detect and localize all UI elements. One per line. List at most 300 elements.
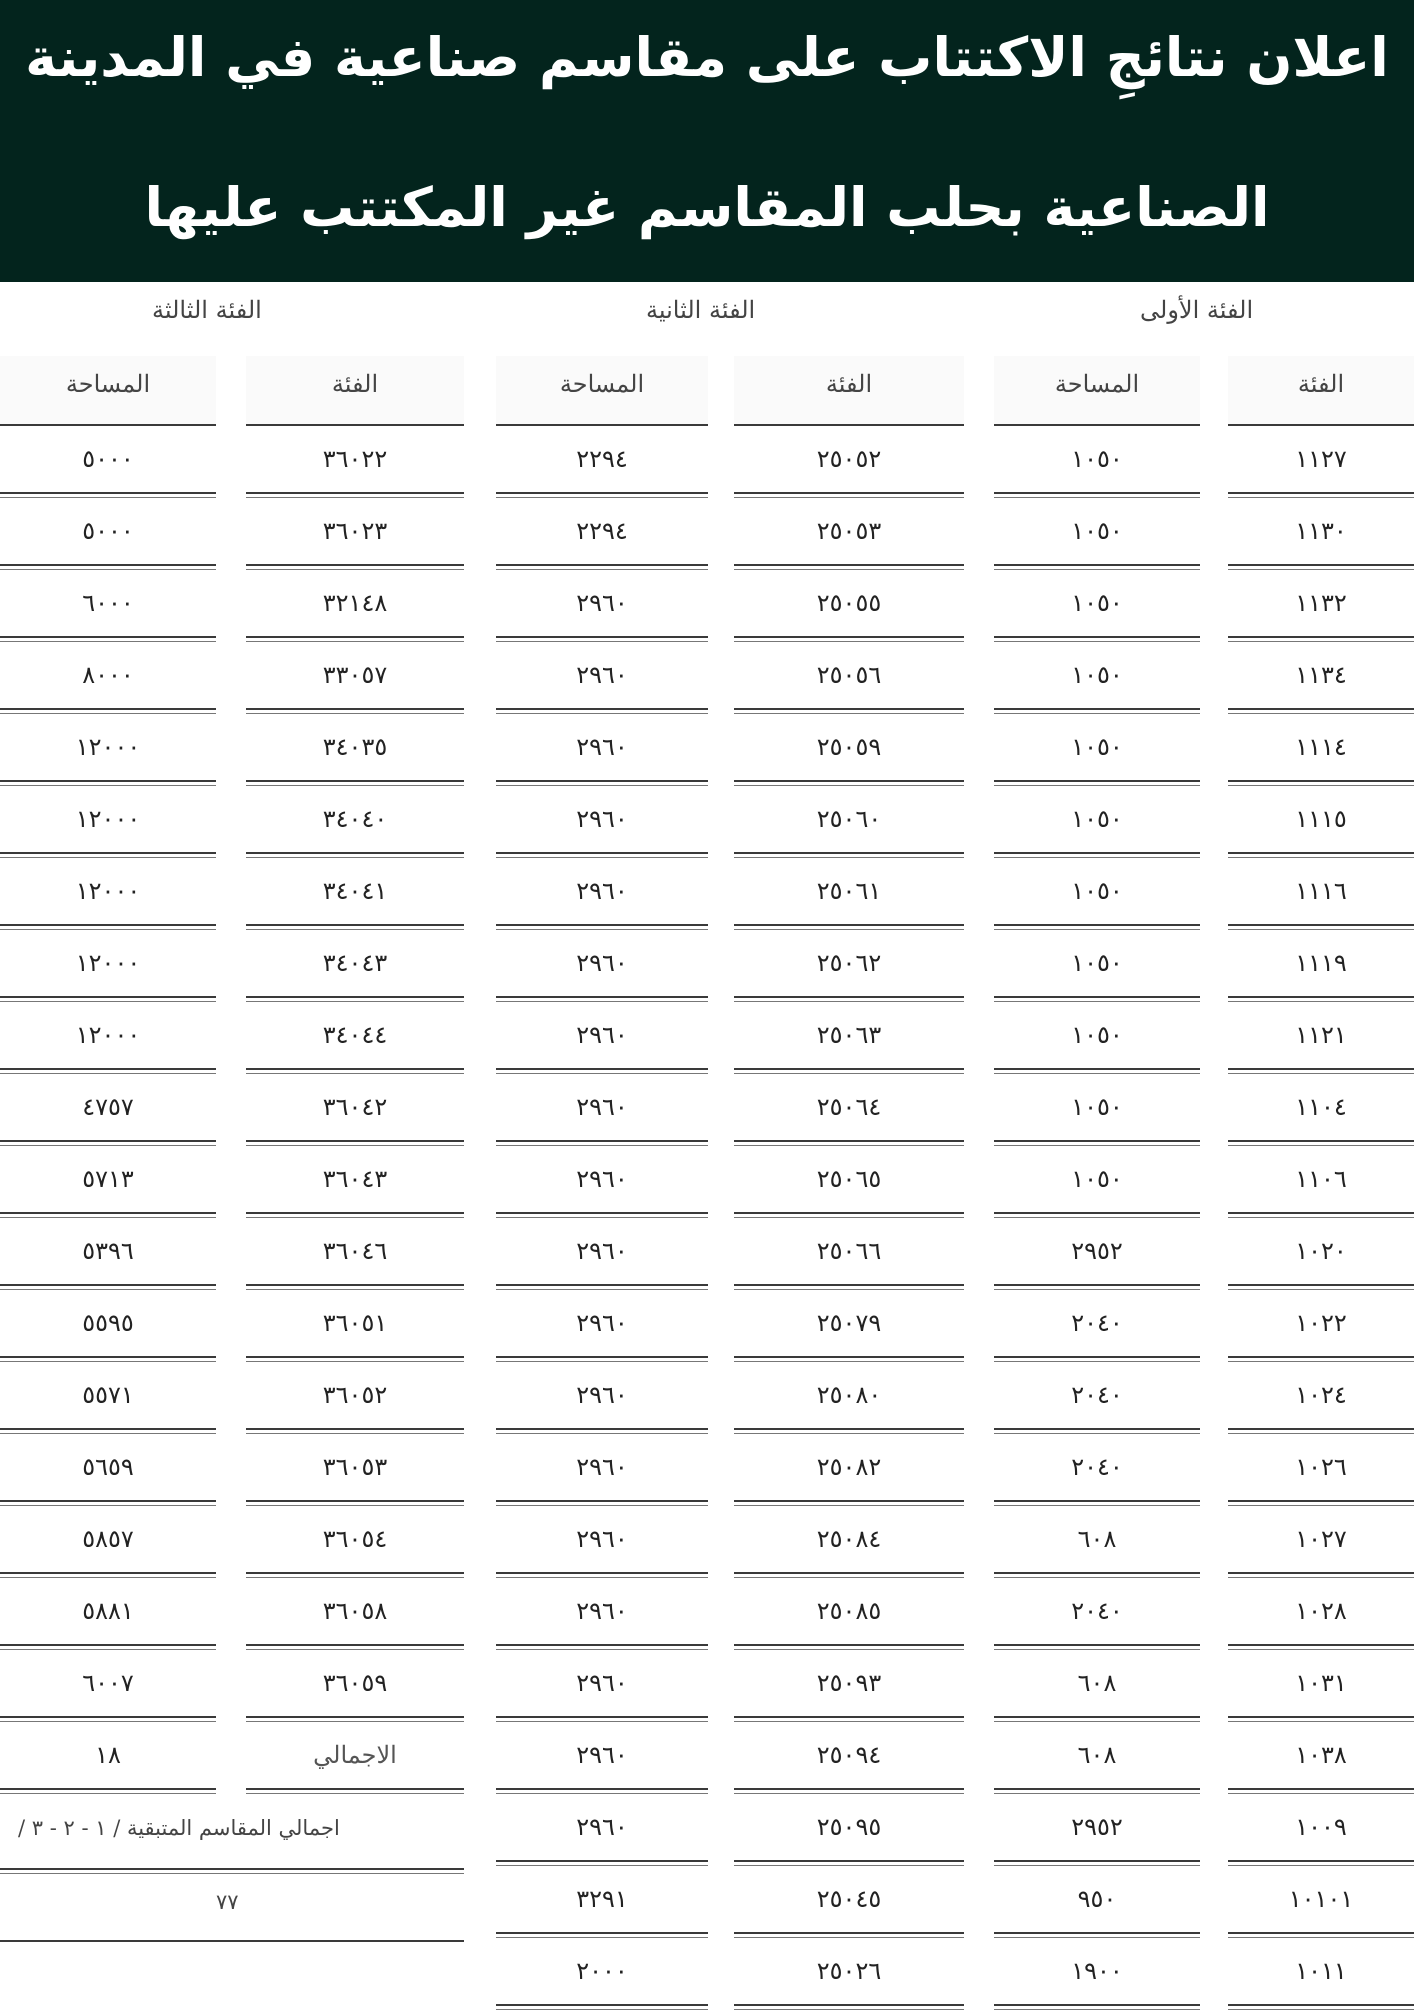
row-rule [994, 1860, 1200, 1862]
row-rule [0, 1001, 216, 1002]
row-rule [496, 1212, 708, 1214]
header-title-line-1: اعلان نتائجِ الاكتتاب على مقاسم صناعية في المدينة [25, 26, 1389, 89]
row-rule [734, 564, 964, 566]
row-rule [1228, 497, 1414, 498]
cell-first-area: ١٠٥٠ [1071, 1093, 1123, 1121]
cell-second-area: ٢٩٦٠ [576, 1669, 628, 1697]
cell-third-area: ٥٧١٣ [82, 1165, 134, 1193]
row-rule [496, 497, 708, 498]
row-rule [734, 929, 964, 930]
row-rule [734, 780, 964, 782]
cell-first-area: ١٠٥٠ [1071, 805, 1123, 833]
cell-first-area: ٢٩٥٢ [1071, 1813, 1123, 1841]
row-rule [496, 641, 708, 642]
column-header-first-plot: الفئة [1228, 356, 1414, 424]
cell-third-plot: ٣٦٠٥١ [322, 1309, 388, 1337]
row-rule [734, 1068, 964, 1070]
cell-second-plot: ٢٥٠٤٥ [816, 1885, 882, 1913]
row-rule [994, 1145, 1200, 1146]
row-rule [1228, 708, 1414, 710]
row-rule [0, 1428, 216, 1430]
row-rule [734, 1937, 964, 1938]
row-rule [994, 996, 1200, 998]
row-rule [246, 1577, 464, 1578]
cell-third-plot: ٣٤٠٤٤ [322, 1021, 388, 1049]
row-rule [734, 1073, 964, 1074]
row-rule [734, 2004, 964, 2006]
row-rule [1228, 1073, 1414, 1074]
cell-second-plot: ٢٥٠٥٩ [816, 733, 882, 761]
row-rule [246, 713, 464, 714]
row-rule [1228, 1356, 1414, 1358]
row-rule [496, 1505, 708, 1506]
row-rule [246, 1500, 464, 1502]
cell-first-plot: ١٠١٠١ [1288, 1885, 1354, 1913]
cell-first-plot: ١٠٣٨ [1295, 1741, 1347, 1769]
row-rule [994, 1217, 1200, 1218]
cell-first-area: ٢٠٤٠ [1071, 1381, 1123, 1409]
cell-first-area: ١٠٥٠ [1071, 1165, 1123, 1193]
cell-second-plot: ٢٥٠٨٥ [816, 1597, 882, 1625]
row-rule [734, 1145, 964, 1146]
cell-second-area: ٢٩٦٠ [576, 733, 628, 761]
cell-first-plot: ١٠١١ [1295, 1957, 1347, 1985]
row-rule [246, 929, 464, 930]
row-rule [496, 1572, 708, 1574]
cell-second-area: ٢٩٦٠ [576, 1165, 628, 1193]
cell-first-plot: ١١٠٤ [1295, 1093, 1347, 1121]
row-rule [994, 924, 1200, 926]
row-rule [0, 1572, 216, 1574]
row-rule [994, 1644, 1200, 1646]
cell-third-area: ٥٨٥٧ [82, 1525, 134, 1553]
row-rule [734, 713, 964, 714]
row-rule [734, 708, 964, 710]
row-rule [496, 713, 708, 714]
column-header-second-plot: الفئة [734, 356, 964, 424]
cell-first-area: ١٠٥٠ [1071, 445, 1123, 473]
cell-first-area: ٢٩٥٢ [1071, 1237, 1123, 1265]
cell-first-area: ٢٠٤٠ [1071, 1309, 1123, 1337]
row-rule [994, 636, 1200, 638]
cell-second-area: ٢٩٦٠ [576, 1021, 628, 1049]
row-rule [994, 1361, 1200, 1362]
cell-first-area: ١٠٥٠ [1071, 661, 1123, 689]
cell-second-area: ٢٩٦٠ [576, 1741, 628, 1769]
row-rule [0, 1716, 216, 1718]
column-header-third-area: المساحة [0, 356, 216, 424]
cell-second-plot: ٢٥٠٦٣ [816, 1021, 882, 1049]
cell-first-area: ٢٠٤٠ [1071, 1453, 1123, 1481]
row-rule [496, 564, 708, 566]
row-rule [994, 1577, 1200, 1578]
cell-second-area: ٢٩٦٠ [576, 805, 628, 833]
row-rule [734, 492, 964, 494]
row-rule [496, 1860, 708, 1862]
cell-third-plot: ٣٦٠٥٢ [322, 1381, 388, 1409]
row-rule [496, 1284, 708, 1286]
row-rule [246, 1793, 464, 1794]
row-rule [994, 1068, 1200, 1070]
column-header-first-area: المساحة [994, 356, 1200, 424]
row-rule [994, 1140, 1200, 1142]
cell-second-plot: ٢٥٠٨٢ [816, 1453, 882, 1481]
row-rule [1228, 1644, 1414, 1646]
row-rule [0, 1361, 216, 1362]
cell-second-area: ٢٠٠٠ [576, 1957, 628, 1985]
row-rule [1228, 1865, 1414, 1866]
row-rule [246, 924, 464, 926]
row-rule [994, 713, 1200, 714]
cell-third-plot: الاجمالي [313, 1741, 397, 1769]
row-rule [1228, 857, 1414, 858]
row-rule [734, 636, 964, 638]
cell-second-area: ٢٩٦٠ [576, 1453, 628, 1481]
row-rule [1228, 636, 1414, 638]
row-rule [994, 1649, 1200, 1650]
row-rule [496, 1500, 708, 1502]
cell-first-plot: ١٠٢٠ [1295, 1237, 1347, 1265]
row-rule [496, 636, 708, 638]
cell-first-plot: ١١٢٧ [1295, 445, 1347, 473]
cell-third-area: ٥٥٧١ [82, 1381, 134, 1409]
cell-second-plot: ٢٥٠٦١ [816, 877, 882, 905]
column-header-rule [1228, 424, 1414, 426]
row-rule [1228, 996, 1414, 998]
row-rule [246, 1716, 464, 1718]
row-rule [1228, 1361, 1414, 1362]
cell-third-area: ٥٦٥٩ [82, 1453, 134, 1481]
row-rule [0, 569, 216, 570]
row-rule [0, 1505, 216, 1506]
cell-third-plot: ٣٦٠٤٦ [322, 1237, 388, 1265]
cell-second-area: ٢٩٦٠ [576, 661, 628, 689]
cell-second-plot: ٢٥٠٦٤ [816, 1093, 882, 1121]
row-rule [994, 641, 1200, 642]
row-rule [0, 497, 216, 498]
row-rule [1228, 569, 1414, 570]
row-rule [1228, 1217, 1414, 1218]
row-rule [734, 1428, 964, 1430]
row-rule [994, 2004, 1200, 2006]
cell-second-plot: ٢٥٠٦٥ [816, 1165, 882, 1193]
cell-third-plot: ٣٦٠٢٢ [322, 445, 388, 473]
cell-first-area: ١٠٥٠ [1071, 517, 1123, 545]
cell-third-plot: ٣٤٠٣٥ [322, 733, 388, 761]
row-rule [994, 1500, 1200, 1502]
row-rule [246, 1212, 464, 1214]
row-rule [246, 1649, 464, 1650]
row-rule [0, 1284, 216, 1286]
row-rule [496, 1140, 708, 1142]
row-rule [246, 1217, 464, 1218]
row-rule [1228, 1788, 1414, 1790]
row-rule [0, 1644, 216, 1646]
row-rule [496, 996, 708, 998]
row-rule [0, 1212, 216, 1214]
cell-first-plot: ١١١٩ [1295, 949, 1347, 977]
row-rule [0, 1068, 216, 1070]
cell-second-plot: ٢٥٠٥٢ [816, 445, 882, 473]
row-rule [734, 1212, 964, 1214]
row-rule [1228, 1937, 1414, 1938]
row-rule [994, 1001, 1200, 1002]
cell-second-plot: ٢٥٠٨٤ [816, 1525, 882, 1553]
row-rule [1228, 713, 1414, 714]
row-rule [994, 1284, 1200, 1286]
cell-third-area: ٤٧٥٧ [82, 1093, 134, 1121]
row-rule [246, 564, 464, 566]
cell-third-plot: ٣٦٠٢٣ [322, 517, 388, 545]
remaining-total-label: اجمالي المقاسم المتبقية / ١ - ٢ - ٣ / [18, 1816, 340, 1840]
row-rule [994, 1793, 1200, 1794]
cell-third-plot: ٣٢١٤٨ [322, 589, 388, 617]
cell-third-area: ٥٠٠٠ [82, 445, 134, 473]
row-rule [246, 1721, 464, 1722]
cell-second-area: ٢٢٩٤ [576, 445, 628, 473]
cell-first-area: ٦٠٨ [1077, 1741, 1117, 1769]
cell-third-plot: ٣٤٠٤٠ [322, 805, 388, 833]
row-rule [246, 1289, 464, 1290]
row-rule [246, 497, 464, 498]
row-rule [0, 1145, 216, 1146]
row-rule [0, 1356, 216, 1358]
row-rule [994, 857, 1200, 858]
row-rule [734, 924, 964, 926]
row-rule [246, 1001, 464, 1002]
cell-first-plot: ١٠٢٢ [1295, 1309, 1347, 1337]
cell-second-area: ٢٩٦٠ [576, 1093, 628, 1121]
cell-second-area: ٢٩٦٠ [576, 1309, 628, 1337]
row-rule [994, 492, 1200, 494]
row-rule [1228, 564, 1414, 566]
row-rule [1228, 924, 1414, 926]
cell-second-plot: ٢٥٠٩٣ [816, 1669, 882, 1697]
cell-third-plot: ٣٦٠٥٣ [322, 1453, 388, 1481]
row-rule [734, 1361, 964, 1362]
row-rule [246, 1505, 464, 1506]
cell-second-area: ٢٩٦٠ [576, 1597, 628, 1625]
row-rule [994, 1788, 1200, 1790]
row-rule [734, 1289, 964, 1290]
row-rule [0, 1500, 216, 1502]
row-rule [246, 780, 464, 782]
row-rule [496, 1793, 708, 1794]
cell-second-plot: ٢٥٠٢٦ [816, 1957, 882, 1985]
cell-second-area: ٢٩٦٠ [576, 1237, 628, 1265]
row-rule [496, 1721, 708, 1722]
row-rule [496, 924, 708, 926]
row-rule [496, 1289, 708, 1290]
cell-third-plot: ٣٣٠٥٧ [322, 661, 388, 689]
row-rule [734, 641, 964, 642]
cell-second-plot: ٢٥٠٨٠ [816, 1381, 882, 1409]
row-rule [1228, 1284, 1414, 1286]
row-rule [994, 1716, 1200, 1718]
row-rule [734, 1649, 964, 1650]
cell-second-area: ٢٢٩٤ [576, 517, 628, 545]
row-rule [246, 641, 464, 642]
row-rule [734, 785, 964, 786]
row-rule [734, 569, 964, 570]
row-rule [994, 564, 1200, 566]
column-header-second-area: المساحة [496, 356, 708, 424]
row-rule [0, 1217, 216, 1218]
row-rule [734, 1793, 964, 1794]
cell-first-plot: ١١٢١ [1295, 1021, 1347, 1049]
cell-second-plot: ٢٥٠٩٥ [816, 1813, 882, 1841]
row-rule [994, 1572, 1200, 1574]
row-rule [246, 492, 464, 494]
row-rule [0, 929, 216, 930]
row-rule [0, 492, 216, 494]
row-rule [0, 924, 216, 926]
row-rule [734, 2009, 964, 2010]
row-rule [734, 1356, 964, 1358]
row-rule [994, 1356, 1200, 1358]
cell-first-plot: ١٠٠٩ [1295, 1813, 1347, 1841]
cell-third-area: ١٢٠٠٠ [75, 877, 141, 905]
cell-second-plot: ٢٥٠٩٤ [816, 1741, 882, 1769]
remaining-total-rule [0, 1873, 464, 1874]
cell-first-area: ٩٥٠ [1077, 1885, 1117, 1913]
row-rule [0, 857, 216, 858]
row-rule [0, 564, 216, 566]
row-rule [994, 1212, 1200, 1214]
cell-third-plot: ٣٦٠٥٩ [322, 1669, 388, 1697]
row-rule [496, 929, 708, 930]
row-rule [734, 1721, 964, 1722]
row-rule [1228, 1289, 1414, 1290]
row-rule [496, 852, 708, 854]
announcement-header [0, 0, 1414, 282]
row-rule [496, 2009, 708, 2010]
cell-third-plot: ٣٤٠٤٣ [322, 949, 388, 977]
row-rule [496, 1649, 708, 1650]
row-rule [0, 780, 216, 782]
cell-third-area: ٦٠٠٠ [82, 589, 134, 617]
remaining-total-rule [0, 1868, 464, 1870]
row-rule [0, 713, 216, 714]
cell-second-plot: ٢٥٠٦٠ [816, 805, 882, 833]
cell-first-area: ٢٠٤٠ [1071, 1597, 1123, 1625]
cell-first-area: ١٠٥٠ [1071, 949, 1123, 977]
row-rule [496, 569, 708, 570]
cell-third-area: ١٢٠٠٠ [75, 805, 141, 833]
cell-first-area: ١٠٥٠ [1071, 1021, 1123, 1049]
row-rule [734, 1577, 964, 1578]
cell-first-plot: ١٠٢٨ [1295, 1597, 1347, 1625]
row-rule [246, 1572, 464, 1574]
cell-third-area: ٨٠٠٠ [82, 661, 134, 689]
row-rule [496, 492, 708, 494]
row-rule [1228, 1572, 1414, 1574]
row-rule [994, 1865, 1200, 1866]
row-rule [496, 1361, 708, 1362]
row-rule [994, 708, 1200, 710]
cell-third-area: ١٢٠٠٠ [75, 733, 141, 761]
cell-first-plot: ١١١٦ [1295, 877, 1347, 905]
row-rule [734, 1140, 964, 1142]
row-rule [496, 1932, 708, 1934]
column-header-rule [0, 424, 216, 426]
row-rule [0, 641, 216, 642]
row-rule [734, 1500, 964, 1502]
row-rule [994, 1505, 1200, 1506]
cell-second-plot: ٢٥٠٥٣ [816, 517, 882, 545]
row-rule [1228, 2009, 1414, 2010]
row-rule [994, 569, 1200, 570]
row-rule [1228, 492, 1414, 494]
row-rule [994, 785, 1200, 786]
category-second-label: الفئة الثانية [646, 296, 756, 324]
row-rule [734, 857, 964, 858]
row-rule [0, 708, 216, 710]
row-rule [1228, 1001, 1414, 1002]
row-rule [734, 1433, 964, 1434]
cell-first-area: ٦٠٨ [1077, 1525, 1117, 1553]
row-rule [0, 1433, 216, 1434]
cell-second-area: ٢٩٦٠ [576, 589, 628, 617]
row-rule [496, 1068, 708, 1070]
row-rule [1228, 1140, 1414, 1142]
row-rule [496, 1577, 708, 1578]
row-rule [496, 785, 708, 786]
cell-third-plot: ٣٦٠٥٨ [322, 1597, 388, 1625]
row-rule [734, 1001, 964, 1002]
row-rule [734, 1788, 964, 1790]
row-rule [246, 857, 464, 858]
cell-first-plot: ١١٣٢ [1295, 589, 1347, 617]
cell-third-area: ٥٨٨١ [82, 1597, 134, 1625]
row-rule [496, 1073, 708, 1074]
row-rule [0, 1073, 216, 1074]
row-rule [994, 1289, 1200, 1290]
row-rule [734, 1505, 964, 1506]
row-rule [496, 2004, 708, 2006]
row-rule [1228, 1505, 1414, 1506]
cell-first-area: ١٠٥٠ [1071, 733, 1123, 761]
row-rule [496, 1716, 708, 1718]
row-rule [496, 857, 708, 858]
row-rule [734, 1860, 964, 1862]
cell-second-plot: ٢٥٠٦٦ [816, 1237, 882, 1265]
row-rule [1228, 780, 1414, 782]
row-rule [496, 780, 708, 782]
row-rule [994, 2009, 1200, 2010]
row-rule [496, 1644, 708, 1646]
row-rule [0, 1140, 216, 1142]
cell-first-plot: ١١٠٦ [1295, 1165, 1347, 1193]
row-rule [1228, 1145, 1414, 1146]
cell-first-plot: ١٠٢٦ [1295, 1453, 1347, 1481]
row-rule [246, 1145, 464, 1146]
header-title-line-2: الصناعية بحلب المقاسم غير المكتتب عليها [144, 176, 1270, 239]
row-rule [734, 1716, 964, 1718]
row-rule [734, 1932, 964, 1934]
cell-second-plot: ٢٥٠٦٢ [816, 949, 882, 977]
row-rule [1228, 929, 1414, 930]
row-rule [246, 1433, 464, 1434]
row-rule [1228, 1793, 1414, 1794]
cell-second-plot: ٢٥٠٥٥ [816, 589, 882, 617]
column-header-rule [496, 424, 708, 426]
row-rule [994, 1937, 1200, 1938]
cell-third-area: ٦٠٠٧ [82, 1669, 134, 1697]
cell-third-area: ١٢٠٠٠ [75, 949, 141, 977]
row-rule [1228, 1716, 1414, 1718]
row-rule [994, 1932, 1200, 1934]
